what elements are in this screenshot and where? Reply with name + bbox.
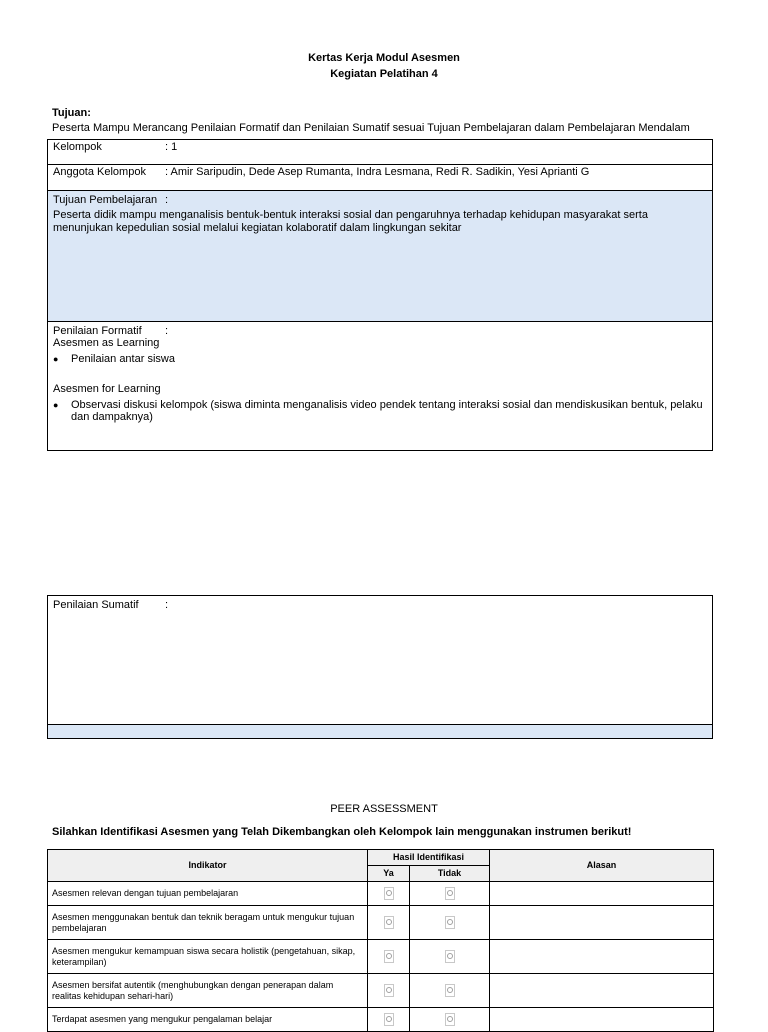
sumatif-colon: : — [165, 599, 169, 611]
ya-radio[interactable] — [384, 950, 394, 963]
table-row — [48, 882, 714, 906]
tujuan-heading: Tujuan: — [52, 107, 91, 119]
anggota-row — [48, 165, 712, 191]
peer-assessment-table — [47, 849, 714, 1032]
indikator-cell: Asesmen relevan dengan tujuan pembelajaran — [48, 882, 368, 906]
peer-instruction: Silahkan Identifikasi Asesmen yang Telah Dikembangkan oleh Kelompok lain menggunakan instrumen berikut! — [52, 826, 632, 838]
document-subtitle: Kegiatan Pelatihan 4 — [330, 68, 438, 80]
indikator-cell: Asesmen bersifat autentik (menghubungkan dengan penerapan dalam realitas kehidupan sehari-hari) — [48, 974, 368, 1008]
alasan-cell[interactable] — [490, 882, 714, 906]
tp-text[interactable]: Peserta didik mampu menganalisis bentuk-bentuk interaksi sosial dan pengaruhnya terhadap kehidupan masyarakat serta menunjukan kepedulian sosial melalui kegiatan kolaboratif dalam lingkungan sekitar — [53, 209, 648, 234]
table-row — [48, 906, 714, 940]
tidak-radio[interactable] — [445, 887, 455, 900]
tidak-radio[interactable] — [445, 916, 455, 929]
sumatif-row[interactable] — [48, 596, 712, 725]
header-indikator: Indikator — [48, 850, 368, 882]
formatif-label: Penilaian Formatif — [53, 325, 142, 337]
ya-radio[interactable] — [384, 887, 394, 900]
table-row — [48, 974, 714, 1008]
list-item: ● Observasi diskusi kelompok (siswa diminta menganalisis video pendek tentang interaksi sosial dan mendiskusikan bentuk, pelaku dan dampaknya) — [71, 399, 707, 423]
sumatif-label: Penilaian Sumatif — [53, 599, 139, 611]
kelompok-label: Kelompok — [53, 141, 102, 153]
indikator-cell: Asesmen mengukur kemampuan siswa secara holistik (pengetahuan, sikap, keterampilan) — [48, 940, 368, 974]
ya-radio[interactable] — [384, 984, 394, 997]
header-tidak: Tidak — [410, 866, 490, 882]
ya-radio[interactable] — [384, 916, 394, 929]
sumatif-box — [47, 595, 713, 739]
tp-label: Tujuan Pembelajaran — [53, 194, 158, 206]
for-learning-heading: Asesmen for Learning — [53, 383, 161, 395]
anggota-value[interactable]: : Amir Saripudin, Dede Asep Rumanta, Indra Lesmana, Redi R. Sadikin, Yesi Aprianti G — [165, 166, 590, 178]
alasan-cell[interactable] — [490, 940, 714, 974]
as-learning-list — [53, 353, 707, 365]
tidak-radio[interactable] — [445, 984, 455, 997]
anggota-label: Anggota Kelompok — [53, 166, 146, 178]
sumatif-footer-row — [48, 725, 712, 738]
formatif-row — [48, 322, 712, 450]
list-item: ● Penilaian antar siswa — [71, 353, 707, 365]
tidak-radio[interactable] — [445, 1013, 455, 1026]
header-ya: Ya — [368, 866, 410, 882]
indikator-cell: Terdapat asesmen yang mengukur pengalaman belajar — [48, 1008, 368, 1032]
kelompok-value[interactable]: : 1 — [165, 141, 178, 153]
as-learning-heading: Asesmen as Learning — [53, 337, 160, 349]
document-title: Kertas Kerja Modul Asesmen — [308, 52, 460, 64]
peer-title: PEER ASSESSMENT — [330, 803, 438, 815]
assessment-form — [47, 139, 713, 451]
header-alasan: Alasan — [490, 850, 714, 882]
tujuan-pembelajaran-row — [48, 191, 712, 322]
table-row — [48, 1008, 714, 1032]
header-hasil: Hasil Identifikasi — [368, 850, 490, 866]
indikator-cell: Asesmen menggunakan bentuk dan teknik beragam untuk mengukur tujuan pembelajaran — [48, 906, 368, 940]
for-learning-list — [53, 399, 707, 423]
tujuan-text: Peserta Mampu Merancang Penilaian Formatif dan Penilaian Sumatif sesuai Tujuan Pembelajaran dalam Pembelajaran Mendalam — [52, 122, 690, 134]
tidak-radio[interactable] — [445, 950, 455, 963]
alasan-cell[interactable] — [490, 1008, 714, 1032]
alasan-cell[interactable] — [490, 974, 714, 1008]
table-row — [48, 940, 714, 974]
formatif-colon: : — [165, 325, 169, 337]
tp-colon: : — [165, 194, 169, 206]
ya-radio[interactable] — [384, 1013, 394, 1026]
alasan-cell[interactable] — [490, 906, 714, 940]
kelompok-row — [48, 140, 712, 165]
